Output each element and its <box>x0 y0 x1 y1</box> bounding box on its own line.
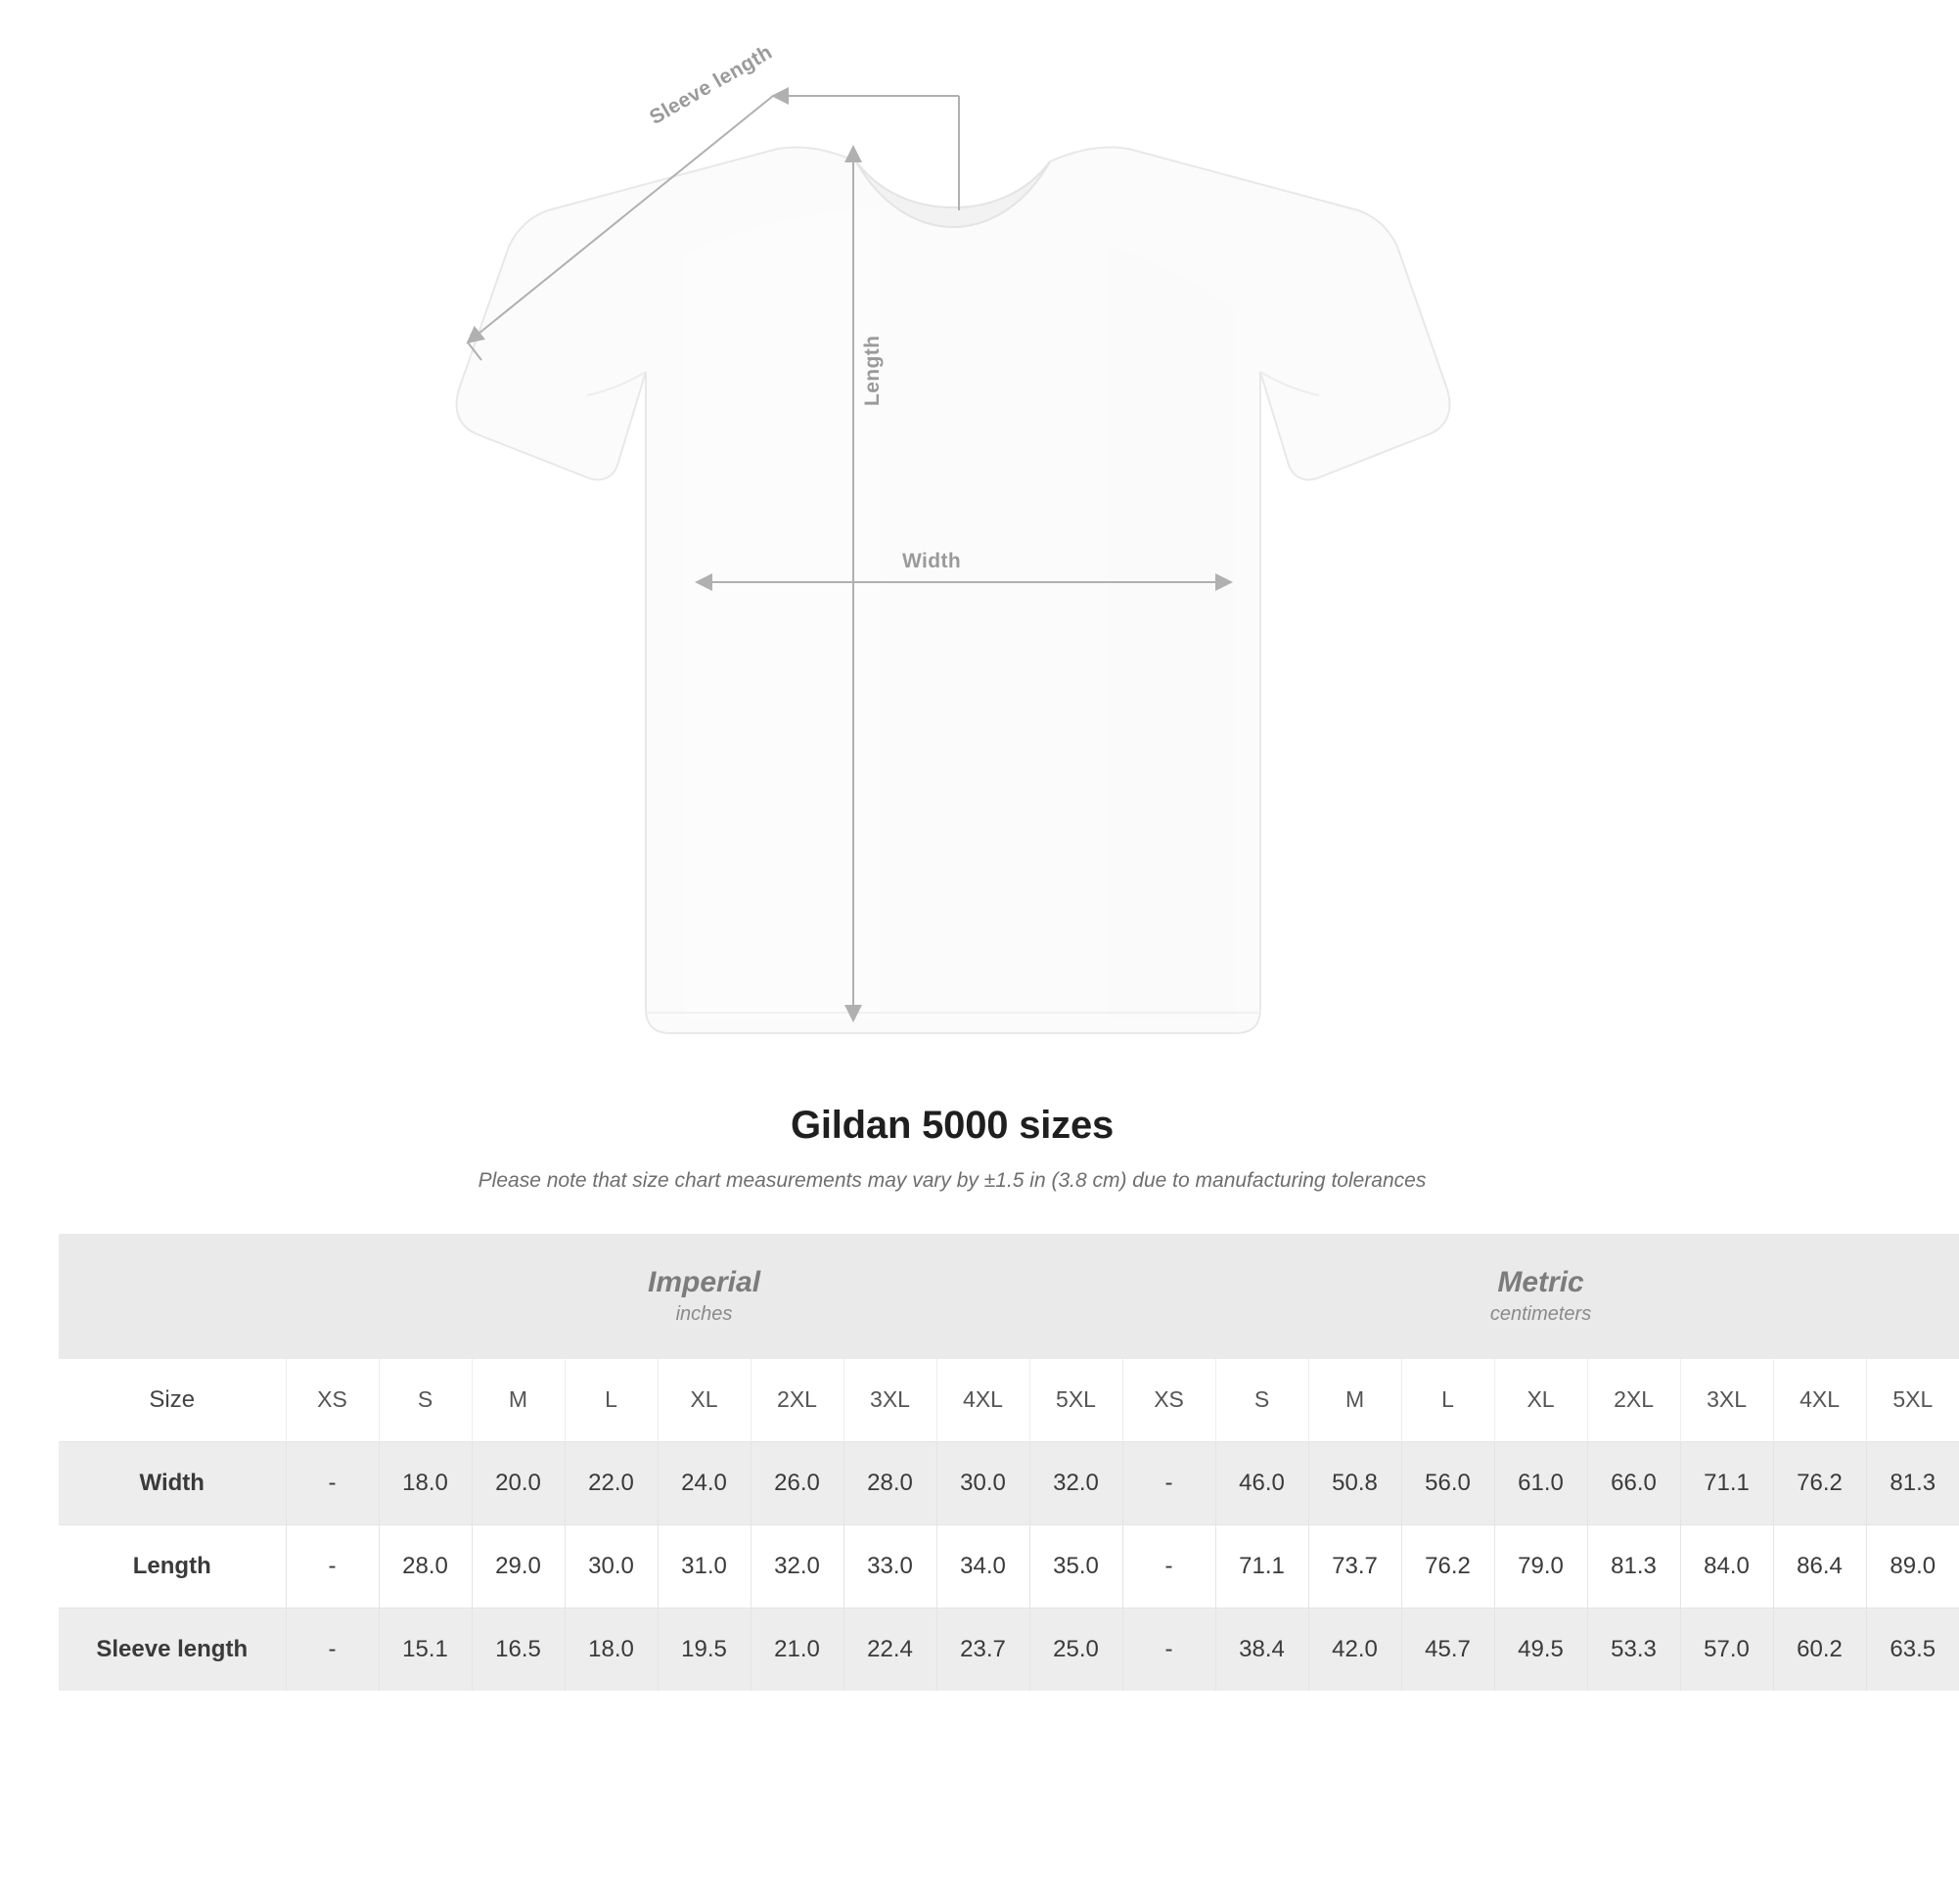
size-header-imperial-s: S <box>379 1359 472 1442</box>
unit-header-spacer <box>59 1234 286 1359</box>
cell-sleeve-imperial-4xl: 23.7 <box>936 1608 1029 1691</box>
cell-width-metric-s: 46.0 <box>1215 1441 1308 1524</box>
cell-width-imperial-5xl: 32.0 <box>1029 1441 1122 1524</box>
cell-sleeve-metric-m: 42.0 <box>1308 1608 1401 1691</box>
size-header-imperial-2xl: 2XL <box>751 1359 843 1442</box>
size-table <box>59 1234 1959 1691</box>
cell-sleeve-imperial-xs: - <box>286 1608 379 1691</box>
table-row-length <box>59 1524 1959 1608</box>
size-header-metric-xs: XS <box>1122 1359 1215 1442</box>
size-header-metric-l: L <box>1401 1359 1494 1442</box>
cell-length-metric-s: 71.1 <box>1215 1524 1308 1608</box>
row-label-sleeve-length: Sleeve length <box>59 1608 286 1691</box>
cell-width-imperial-2xl: 26.0 <box>751 1441 843 1524</box>
cell-sleeve-imperial-l: 18.0 <box>565 1608 658 1691</box>
unit-header-row <box>59 1234 1959 1359</box>
cell-width-imperial-l: 22.0 <box>565 1441 658 1524</box>
cell-sleeve-imperial-5xl: 25.0 <box>1029 1608 1122 1691</box>
cell-width-metric-l: 56.0 <box>1401 1441 1494 1524</box>
tshirt-shape <box>457 148 1450 1033</box>
cell-length-metric-xl: 79.0 <box>1494 1524 1587 1608</box>
size-header-imperial-l: L <box>565 1359 658 1442</box>
cell-sleeve-imperial-m: 16.5 <box>472 1608 565 1691</box>
cell-width-imperial-xs: - <box>286 1441 379 1524</box>
imperial-unit-name: Imperial <box>647 1266 761 1298</box>
size-header-metric-4xl: 4XL <box>1773 1359 1866 1442</box>
cell-length-metric-3xl: 84.0 <box>1680 1524 1773 1608</box>
cell-width-metric-4xl: 76.2 <box>1773 1441 1866 1524</box>
size-header-imperial-xl: XL <box>658 1359 751 1442</box>
cell-sleeve-metric-xl: 49.5 <box>1494 1608 1587 1691</box>
metric-unit-name: Metric <box>1497 1266 1584 1298</box>
size-header-metric-xl: XL <box>1494 1359 1587 1442</box>
cell-length-metric-xs: - <box>1122 1524 1215 1608</box>
cell-length-imperial-3xl: 33.0 <box>843 1524 936 1608</box>
table-row-sleeve-length <box>59 1608 1959 1691</box>
cell-width-metric-2xl: 66.0 <box>1587 1441 1680 1524</box>
cell-length-imperial-xs: - <box>286 1524 379 1608</box>
size-header-imperial-xs: XS <box>286 1359 379 1442</box>
sleeve-length-label: Sleeve length <box>646 40 777 129</box>
title-block <box>0 1104 1904 1193</box>
cell-length-imperial-4xl: 34.0 <box>936 1524 1029 1608</box>
size-header-imperial-4xl: 4XL <box>936 1359 1029 1442</box>
size-header-metric-3xl: 3XL <box>1680 1359 1773 1442</box>
size-header-imperial-5xl: 5XL <box>1029 1359 1122 1442</box>
page-title: Gildan 5000 sizes <box>790 1104 1115 1147</box>
cell-width-metric-xl: 61.0 <box>1494 1441 1587 1524</box>
cell-width-metric-xs: - <box>1122 1441 1215 1524</box>
cell-length-imperial-s: 28.0 <box>379 1524 472 1608</box>
size-header-row <box>59 1359 1959 1442</box>
cell-length-imperial-xl: 31.0 <box>658 1524 751 1608</box>
cell-length-metric-4xl: 86.4 <box>1773 1524 1866 1608</box>
width-label: Width <box>902 550 962 572</box>
unit-header-metric <box>1122 1234 1959 1359</box>
size-header-label: Size <box>59 1359 286 1442</box>
size-header-imperial-3xl: 3XL <box>843 1359 936 1442</box>
cell-width-metric-m: 50.8 <box>1308 1441 1401 1524</box>
cell-sleeve-metric-4xl: 60.2 <box>1773 1608 1866 1691</box>
cell-sleeve-metric-xs: - <box>1122 1608 1215 1691</box>
size-header-metric-2xl: 2XL <box>1587 1359 1680 1442</box>
row-label-length: Length <box>59 1524 286 1608</box>
cell-width-imperial-4xl: 30.0 <box>936 1441 1029 1524</box>
cell-sleeve-metric-2xl: 53.3 <box>1587 1608 1680 1691</box>
row-label-width: Width <box>59 1441 286 1524</box>
cell-sleeve-imperial-xl: 19.5 <box>658 1608 751 1691</box>
size-table-wrapper <box>59 1234 1936 1691</box>
cell-width-metric-5xl: 81.3 <box>1866 1441 1959 1524</box>
cell-length-metric-m: 73.7 <box>1308 1524 1401 1608</box>
cell-sleeve-imperial-s: 15.1 <box>379 1608 472 1691</box>
size-header-metric-5xl: 5XL <box>1866 1359 1959 1442</box>
unit-header-imperial <box>286 1234 1122 1359</box>
size-header-metric-s: S <box>1215 1359 1308 1442</box>
cell-width-imperial-m: 20.0 <box>472 1441 565 1524</box>
cell-width-imperial-xl: 24.0 <box>658 1441 751 1524</box>
size-header-imperial-m: M <box>472 1359 565 1442</box>
length-label: Length <box>861 335 884 406</box>
cell-width-imperial-s: 18.0 <box>379 1441 472 1524</box>
cell-sleeve-metric-l: 45.7 <box>1401 1608 1494 1691</box>
cell-sleeve-imperial-2xl: 21.0 <box>751 1608 843 1691</box>
tolerance-note: Please note that size chart measurements may vary by ±1.5 in (3.8 cm) due to manufacturing tolerances <box>478 1169 1427 1192</box>
cell-length-imperial-2xl: 32.0 <box>751 1524 843 1608</box>
metric-unit-sub: centimeters <box>1489 1302 1592 1325</box>
cell-width-metric-3xl: 71.1 <box>1680 1441 1773 1524</box>
size-header-metric-m: M <box>1308 1359 1401 1442</box>
cell-sleeve-metric-s: 38.4 <box>1215 1608 1308 1691</box>
cell-length-imperial-l: 30.0 <box>565 1524 658 1608</box>
cell-length-imperial-5xl: 35.0 <box>1029 1524 1122 1608</box>
imperial-unit-sub: inches <box>675 1302 733 1325</box>
cell-length-metric-2xl: 81.3 <box>1587 1524 1680 1608</box>
cell-length-metric-l: 76.2 <box>1401 1524 1494 1608</box>
table-row-width <box>59 1441 1959 1524</box>
cell-sleeve-metric-3xl: 57.0 <box>1680 1608 1773 1691</box>
cell-length-metric-5xl: 89.0 <box>1866 1524 1959 1608</box>
cell-width-imperial-3xl: 28.0 <box>843 1441 936 1524</box>
cell-sleeve-metric-5xl: 63.5 <box>1866 1608 1959 1691</box>
cell-length-imperial-m: 29.0 <box>472 1524 565 1608</box>
cell-sleeve-imperial-3xl: 22.4 <box>843 1608 936 1691</box>
